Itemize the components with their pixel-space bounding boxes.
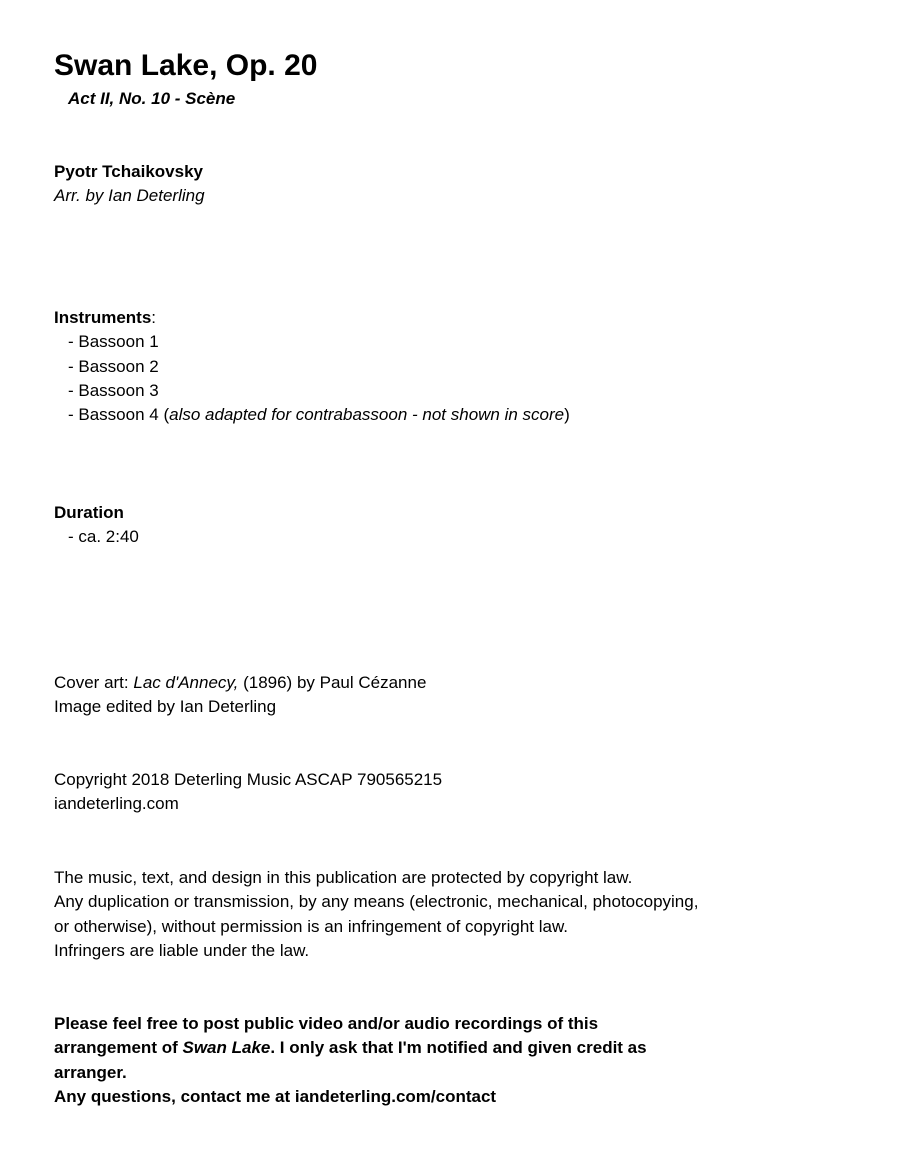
recording-request: [54, 1012, 647, 1109]
instruments-section: [54, 306, 570, 427]
instruments-heading-colon: :: [151, 308, 157, 327]
instrument-item-note: also adapted for contrabassoon - not shown in score: [169, 405, 565, 425]
legal-line: Infringers are liable under the law.: [54, 940, 310, 960]
page-title: Swan Lake, Op. 20: [54, 49, 318, 82]
cover-art-suffix: (1896) by Paul Cézanne: [238, 673, 427, 692]
legal-notice: [54, 866, 698, 963]
instrument-item: [54, 403, 570, 427]
request-line: [54, 1036, 647, 1060]
instrument-item-label: - Bassoon 4 (: [68, 405, 170, 425]
request-line: Please feel free to post public video and/or audio recordings of this: [54, 1014, 599, 1033]
duration-section: [54, 501, 139, 550]
instruments-heading-line: [54, 306, 570, 330]
legal-line: The music, text, and design in this publication are protected by copyright law.: [54, 868, 633, 887]
cover-art-title: Lac d'Annecy,: [133, 673, 239, 692]
duration-value: - ca. 2:40: [68, 527, 139, 547]
copyright-section: [54, 768, 442, 817]
request-line2-prefix: arrangement of: [54, 1038, 183, 1058]
copyright-line: Copyright 2018 Deterling Music ASCAP 790565215: [54, 770, 443, 789]
instrument-item-close: ): [564, 405, 570, 425]
website-text: iandeterling.com: [54, 794, 179, 814]
request-work-title: Swan Lake: [182, 1038, 271, 1058]
cover-art-section: [54, 671, 426, 720]
request-line2-suffix: . I only ask that I'm notified and given credit as: [270, 1038, 647, 1058]
credits-block: [54, 160, 205, 209]
request-line: arranger.: [54, 1062, 127, 1082]
page-subtitle: Act II, No. 10 - Scène: [68, 89, 236, 108]
legal-line: Any duplication or transmission, by any means (electronic, mechanical, photocopying,: [54, 892, 699, 912]
instrument-item: - Bassoon 2: [68, 356, 159, 376]
cover-art-line: [54, 671, 426, 695]
legal-line: or otherwise), without permission is an infringement of copyright law.: [54, 916, 569, 936]
cover-art-prefix: Cover art:: [54, 673, 134, 692]
arranger-credit: Arr. by Ian Deterling: [54, 186, 205, 206]
instrument-item: - Bassoon 3: [68, 380, 159, 400]
composer-name: Pyotr Tchaikovsky: [54, 162, 203, 181]
instruments-heading: Instruments: [54, 308, 152, 327]
contact-line: Any questions, contact me at iandeterling.com/contact: [54, 1086, 497, 1106]
image-edited-credit: Image edited by Ian Deterling: [54, 697, 277, 717]
duration-heading: Duration: [54, 503, 124, 522]
instrument-item: - Bassoon 1: [68, 332, 159, 352]
